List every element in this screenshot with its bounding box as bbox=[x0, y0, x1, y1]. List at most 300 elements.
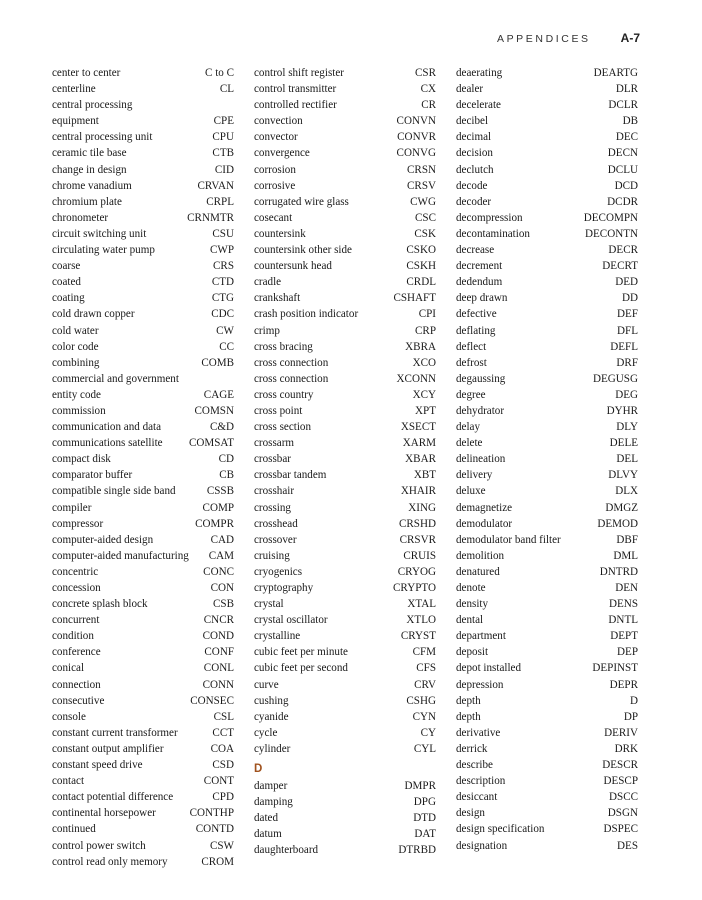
abbreviation: D bbox=[629, 694, 638, 707]
abbreviation: CPI bbox=[418, 308, 436, 321]
abbreviation: CY bbox=[420, 726, 436, 739]
abbreviation: DMPR bbox=[404, 780, 436, 793]
term: combining bbox=[52, 356, 100, 369]
abbreviation: CFM bbox=[412, 646, 436, 659]
glossary-entry bbox=[52, 306, 234, 322]
glossary-entry bbox=[52, 580, 234, 596]
abbreviation: DERIV bbox=[604, 726, 638, 739]
term: constant speed drive bbox=[52, 759, 143, 772]
term: cruising bbox=[254, 549, 290, 562]
term: decibel bbox=[456, 115, 489, 128]
glossary-entry bbox=[456, 564, 638, 580]
abbreviation: DB bbox=[622, 115, 638, 128]
glossary-entry bbox=[254, 810, 436, 826]
abbreviation: XPT bbox=[415, 404, 436, 417]
term: continued bbox=[52, 823, 96, 836]
abbreviation: DEPINST bbox=[592, 662, 638, 675]
term: circulating water pump bbox=[52, 244, 155, 257]
abbreviation: DCDR bbox=[607, 195, 638, 208]
glossary-entry bbox=[254, 451, 436, 467]
abbreviation: XCY bbox=[412, 388, 436, 401]
abbreviation: DLX bbox=[615, 485, 638, 498]
abbreviation: CSW bbox=[209, 839, 234, 852]
term: cross section bbox=[254, 421, 311, 434]
abbreviation: DNTL bbox=[608, 614, 638, 627]
abbreviation: DLVY bbox=[608, 469, 638, 482]
abbreviation: CYN bbox=[412, 710, 436, 723]
glossary-entry bbox=[456, 113, 638, 129]
abbreviation: C&D bbox=[209, 421, 234, 434]
glossary-entry bbox=[52, 596, 234, 612]
glossary-entry bbox=[254, 467, 436, 483]
glossary-entry bbox=[52, 612, 234, 628]
term: derrick bbox=[456, 742, 488, 755]
abbreviation: XCO bbox=[412, 356, 436, 369]
abbreviation: DENS bbox=[609, 598, 638, 611]
abbreviation: COMB bbox=[201, 356, 234, 369]
abbreviation: DCD bbox=[614, 179, 638, 192]
glossary-entry bbox=[456, 387, 638, 403]
glossary-entry bbox=[254, 339, 436, 355]
abbreviation: CONF bbox=[204, 646, 234, 659]
abbreviation: XING bbox=[408, 501, 436, 514]
glossary-entry bbox=[52, 821, 234, 837]
abbreviation: CC bbox=[219, 340, 234, 353]
term: countersink other side bbox=[254, 244, 352, 257]
glossary-entry bbox=[52, 355, 234, 371]
term: depth bbox=[456, 694, 481, 707]
term: designation bbox=[456, 839, 508, 852]
glossary-entry bbox=[456, 644, 638, 660]
term: cross connection bbox=[254, 372, 329, 385]
glossary-entry bbox=[456, 548, 638, 564]
term: design specification bbox=[456, 823, 545, 836]
term: communications satellite bbox=[52, 437, 163, 450]
abbreviation: CRSV bbox=[407, 179, 436, 192]
abbreviation: CCT bbox=[212, 726, 234, 739]
abbreviation: CONTD bbox=[195, 823, 234, 836]
glossary-entry bbox=[456, 323, 638, 339]
abbreviation: CRDL bbox=[406, 276, 436, 289]
term: dated bbox=[254, 812, 279, 825]
term: department bbox=[456, 630, 506, 643]
term: control transmitter bbox=[254, 83, 337, 96]
glossary-entry bbox=[456, 580, 638, 596]
abbreviation: DSGN bbox=[607, 807, 638, 820]
abbreviation: CRVAN bbox=[197, 179, 234, 192]
glossary-entry bbox=[52, 757, 234, 773]
glossary-entry bbox=[52, 628, 234, 644]
glossary-entry bbox=[254, 532, 436, 548]
abbreviation: CROM bbox=[201, 855, 234, 868]
section-title: APPENDICES bbox=[496, 33, 591, 45]
glossary-entry bbox=[52, 419, 234, 435]
abbreviation: CRPL bbox=[206, 195, 234, 208]
term: damping bbox=[254, 796, 293, 809]
abbreviation: CNCR bbox=[203, 614, 234, 627]
abbreviation: DAT bbox=[414, 828, 436, 841]
abbreviation: DECR bbox=[608, 244, 638, 257]
term: coated bbox=[52, 276, 81, 289]
abbreviation: DEG bbox=[615, 388, 638, 401]
glossary-entry bbox=[456, 339, 638, 355]
term: decrease bbox=[456, 244, 495, 257]
glossary-entry bbox=[254, 162, 436, 178]
abbreviation: XSECT bbox=[400, 421, 436, 434]
abbreviation: XBAR bbox=[405, 453, 436, 466]
abbreviation: DBF bbox=[616, 533, 638, 546]
abbreviation: DFL bbox=[617, 324, 638, 337]
term: coating bbox=[52, 292, 85, 305]
abbreviation: CSK bbox=[414, 227, 436, 240]
term: decision bbox=[456, 147, 493, 160]
glossary-entry bbox=[254, 741, 436, 757]
glossary-entry bbox=[52, 854, 234, 870]
glossary-entry bbox=[254, 258, 436, 274]
term: cold water bbox=[52, 324, 99, 337]
glossary-entry bbox=[456, 194, 638, 210]
term: decoder bbox=[456, 195, 492, 208]
glossary-entry bbox=[456, 65, 638, 81]
abbreviation: CRNMTR bbox=[187, 211, 234, 224]
term: commission bbox=[52, 404, 106, 417]
term: deep drawn bbox=[456, 292, 508, 305]
glossary-entry bbox=[456, 789, 638, 805]
glossary-entry bbox=[52, 403, 234, 419]
abbreviation: CRYST bbox=[400, 630, 436, 643]
term: cross bracing bbox=[254, 340, 313, 353]
term: coarse bbox=[52, 260, 81, 273]
page-number: A-7 bbox=[620, 31, 640, 45]
glossary-entry bbox=[254, 274, 436, 290]
glossary-entry bbox=[52, 65, 234, 81]
term: dedendum bbox=[456, 276, 503, 289]
term: compact disk bbox=[52, 453, 111, 466]
term: decontamination bbox=[456, 227, 530, 240]
abbreviation: CTD bbox=[211, 276, 234, 289]
glossary-entry bbox=[52, 789, 234, 805]
glossary-entry bbox=[52, 677, 234, 693]
term: cyanide bbox=[254, 710, 289, 723]
term: constant output amplifier bbox=[52, 742, 164, 755]
abbreviation: CSC bbox=[415, 211, 436, 224]
abbreviation: DEF bbox=[617, 308, 638, 321]
term: curve bbox=[254, 678, 279, 691]
abbreviation: CSD bbox=[212, 759, 234, 772]
glossary-entry bbox=[456, 757, 638, 773]
abbreviation: DEFL bbox=[610, 340, 638, 353]
term: condition bbox=[52, 630, 94, 643]
glossary-entry bbox=[254, 210, 436, 226]
glossary-entry bbox=[456, 741, 638, 757]
abbreviation: DTD bbox=[413, 812, 436, 825]
glossary-entry bbox=[456, 242, 638, 258]
glossary-entry bbox=[254, 435, 436, 451]
term: central processing equipment bbox=[52, 99, 133, 128]
running-head bbox=[497, 31, 640, 49]
abbreviation: CYL bbox=[413, 742, 436, 755]
glossary-entry bbox=[254, 290, 436, 306]
abbreviation: XBRA bbox=[405, 340, 436, 353]
abbreviation: DEC bbox=[615, 131, 638, 144]
abbreviation: CRSHD bbox=[399, 517, 436, 530]
abbreviation: DP bbox=[623, 710, 638, 723]
glossary-entry bbox=[52, 274, 234, 290]
term: corrosion bbox=[254, 163, 296, 176]
abbreviation: CSL bbox=[213, 710, 234, 723]
abbreviation: CTB bbox=[212, 147, 234, 160]
glossary-entry bbox=[456, 500, 638, 516]
glossary-entry bbox=[254, 355, 436, 371]
term: dehydrator bbox=[456, 404, 505, 417]
glossary-entry bbox=[254, 564, 436, 580]
abbreviation: DELE bbox=[609, 437, 638, 450]
glossary-entry bbox=[254, 644, 436, 660]
glossary-entry bbox=[52, 805, 234, 821]
term: ceramic tile base bbox=[52, 147, 127, 160]
abbreviation: CID bbox=[214, 163, 234, 176]
abbreviation: DNTRD bbox=[599, 565, 638, 578]
glossary-entry bbox=[254, 242, 436, 258]
glossary-entry bbox=[254, 387, 436, 403]
term: crosshair bbox=[254, 485, 295, 498]
abbreviation: DRK bbox=[614, 742, 638, 755]
term: constant current transformer bbox=[52, 726, 178, 739]
glossary-entry bbox=[52, 242, 234, 258]
glossary-entry bbox=[254, 612, 436, 628]
abbreviation: CONVG bbox=[396, 147, 436, 160]
abbreviation: CRYPTO bbox=[393, 582, 436, 594]
term: delay bbox=[456, 421, 481, 434]
glossary-entry bbox=[254, 794, 436, 810]
glossary-entry bbox=[254, 403, 436, 419]
glossary-entry bbox=[456, 612, 638, 628]
glossary-entry bbox=[254, 81, 436, 97]
term: console bbox=[52, 710, 86, 723]
term: crosshead bbox=[254, 517, 298, 530]
abbreviation: CRV bbox=[414, 678, 436, 691]
term: delivery bbox=[456, 469, 493, 482]
term: deposit bbox=[456, 646, 489, 659]
abbreviation: CRYOG bbox=[397, 565, 436, 578]
glossary-entry bbox=[254, 580, 436, 596]
term: daughterboard bbox=[254, 844, 319, 857]
glossary-entry bbox=[456, 258, 638, 274]
term: crankshaft bbox=[254, 292, 301, 305]
glossary-entry bbox=[254, 826, 436, 842]
term: centerline bbox=[52, 83, 96, 96]
glossary-entry bbox=[52, 97, 234, 129]
glossary-entry bbox=[254, 596, 436, 612]
abbreviation: DSCC bbox=[609, 791, 638, 804]
abbreviation: DEN bbox=[615, 582, 638, 594]
glossary-entry bbox=[254, 113, 436, 129]
glossary-entry bbox=[456, 516, 638, 532]
term: compressor bbox=[52, 517, 104, 530]
term: convector bbox=[254, 131, 298, 144]
glossary-entry bbox=[52, 451, 234, 467]
glossary-entry bbox=[456, 483, 638, 499]
glossary-entry bbox=[456, 81, 638, 97]
glossary-entry bbox=[254, 693, 436, 709]
term: chronometer bbox=[52, 211, 109, 224]
term: cross connection bbox=[254, 356, 329, 369]
glossary-entry bbox=[254, 500, 436, 516]
abbreviation: DESCR bbox=[602, 759, 638, 772]
abbreviation: DPG bbox=[413, 796, 436, 809]
term: chrome vanadium bbox=[52, 179, 132, 192]
glossary-entry bbox=[254, 145, 436, 161]
term: conical bbox=[52, 662, 85, 675]
term: contact bbox=[52, 775, 85, 788]
abbreviation: CAD bbox=[210, 533, 234, 546]
glossary-entry bbox=[456, 162, 638, 178]
term: crossbar tandem bbox=[254, 469, 327, 482]
abbreviation: DECN bbox=[607, 147, 638, 160]
glossary-entry bbox=[456, 596, 638, 612]
abbreviation: CSR bbox=[415, 67, 436, 79]
abbreviation: CL bbox=[219, 83, 234, 96]
glossary-entry bbox=[456, 660, 638, 676]
glossary-entry bbox=[254, 660, 436, 676]
term: deflect bbox=[456, 340, 487, 353]
glossary-entry bbox=[52, 339, 234, 355]
term: derivative bbox=[456, 726, 501, 739]
abbreviation: COA bbox=[210, 742, 234, 755]
abbreviation: DCLU bbox=[607, 163, 638, 176]
abbreviation: CPD bbox=[212, 791, 234, 804]
abbreviation: CW bbox=[216, 324, 234, 337]
abbreviation: CRP bbox=[415, 324, 436, 337]
glossary-entry bbox=[456, 628, 638, 644]
term: comparator buffer bbox=[52, 469, 133, 482]
abbreviation: DEMOD bbox=[597, 517, 638, 530]
term: convergence bbox=[254, 147, 310, 160]
term: decompression bbox=[456, 211, 523, 224]
abbreviation: CB bbox=[219, 469, 234, 482]
glossary-entry bbox=[254, 725, 436, 741]
abbreviation: DD bbox=[621, 292, 638, 305]
term: corrugated wire glass bbox=[254, 195, 349, 208]
term: decode bbox=[456, 179, 488, 192]
abbreviation: CRSN bbox=[407, 163, 436, 176]
glossary-entry bbox=[254, 516, 436, 532]
glossary-entry bbox=[52, 693, 234, 709]
abbreviation: DCLR bbox=[608, 99, 638, 112]
term: concession bbox=[52, 582, 101, 594]
abbreviation: COND bbox=[202, 630, 234, 643]
term: defrost bbox=[456, 356, 487, 369]
glossary-entry bbox=[52, 516, 234, 532]
term: computer-aided manufacturing bbox=[52, 549, 189, 562]
term: delineation bbox=[456, 453, 506, 466]
term: denote bbox=[456, 582, 486, 594]
term: deaerating bbox=[456, 67, 503, 79]
abbreviation: DED bbox=[615, 276, 638, 289]
glossary-entry bbox=[52, 548, 234, 564]
glossary-entry bbox=[52, 162, 234, 178]
glossary-entry bbox=[52, 371, 234, 403]
term: damper bbox=[254, 780, 288, 793]
abbreviation: CONVR bbox=[397, 131, 436, 144]
term: commercial and government entity code bbox=[52, 372, 179, 401]
glossary-entry bbox=[456, 178, 638, 194]
term: depot installed bbox=[456, 662, 522, 675]
abbreviation: DEGUSG bbox=[593, 372, 638, 385]
glossary-entry bbox=[456, 419, 638, 435]
glossary-entry bbox=[52, 483, 234, 499]
glossary-entry bbox=[254, 194, 436, 210]
glossary-entry bbox=[254, 129, 436, 145]
abbreviation: CRS bbox=[213, 260, 234, 273]
glossary-entry bbox=[52, 226, 234, 242]
glossary-entry bbox=[456, 371, 638, 387]
term: crash position indicator bbox=[254, 308, 359, 321]
glossary-entry bbox=[456, 725, 638, 741]
glossary-entry bbox=[52, 145, 234, 161]
glossary-entry bbox=[52, 644, 234, 660]
glossary-entry bbox=[254, 709, 436, 725]
term: decrement bbox=[456, 260, 503, 273]
glossary-column-3 bbox=[456, 65, 638, 854]
term: crossbar bbox=[254, 453, 291, 466]
abbreviation: CPU bbox=[212, 131, 234, 144]
glossary-entry bbox=[456, 773, 638, 789]
abbreviation: CONVN bbox=[396, 115, 436, 128]
term: crimp bbox=[254, 324, 280, 337]
abbreviation: CSU bbox=[212, 227, 234, 240]
abbreviation: CRUIS bbox=[403, 549, 436, 562]
term: center to center bbox=[52, 67, 121, 79]
term: description bbox=[456, 775, 506, 788]
term: concrete splash block bbox=[52, 598, 148, 611]
abbreviation: XARM bbox=[402, 437, 436, 450]
abbreviation: CSHG bbox=[406, 694, 436, 707]
glossary-entry bbox=[456, 451, 638, 467]
term: cushing bbox=[254, 694, 289, 707]
term: countersunk head bbox=[254, 260, 332, 273]
glossary-entry bbox=[456, 693, 638, 709]
glossary-entry bbox=[456, 210, 638, 226]
abbreviation: COMSN bbox=[194, 404, 234, 417]
term: describe bbox=[456, 759, 493, 772]
term: cosecant bbox=[254, 211, 293, 224]
term: computer-aided design bbox=[52, 533, 154, 546]
glossary-entry bbox=[456, 435, 638, 451]
glossary-entry bbox=[456, 290, 638, 306]
term: circuit switching unit bbox=[52, 227, 147, 240]
term: degaussing bbox=[456, 372, 506, 385]
glossary-entry bbox=[254, 226, 436, 242]
term: defective bbox=[456, 308, 497, 321]
term: declutch bbox=[456, 163, 494, 176]
term: communication and data bbox=[52, 421, 162, 434]
glossary-entry bbox=[456, 677, 638, 693]
term: contact potential difference bbox=[52, 791, 174, 804]
term: central processing unit bbox=[52, 131, 153, 144]
abbreviation: CSSB bbox=[206, 485, 234, 498]
term: crystalline bbox=[254, 630, 301, 643]
abbreviation: DTRBD bbox=[398, 844, 436, 857]
abbreviation: CSB bbox=[213, 598, 234, 611]
abbreviation: COMPR bbox=[195, 517, 234, 530]
abbreviation: CONT bbox=[203, 775, 234, 788]
glossary-entry bbox=[456, 805, 638, 821]
term: dealer bbox=[456, 83, 484, 96]
abbreviation: CONSEC bbox=[190, 694, 234, 707]
term: demolition bbox=[456, 549, 505, 562]
term: crossarm bbox=[254, 437, 295, 450]
